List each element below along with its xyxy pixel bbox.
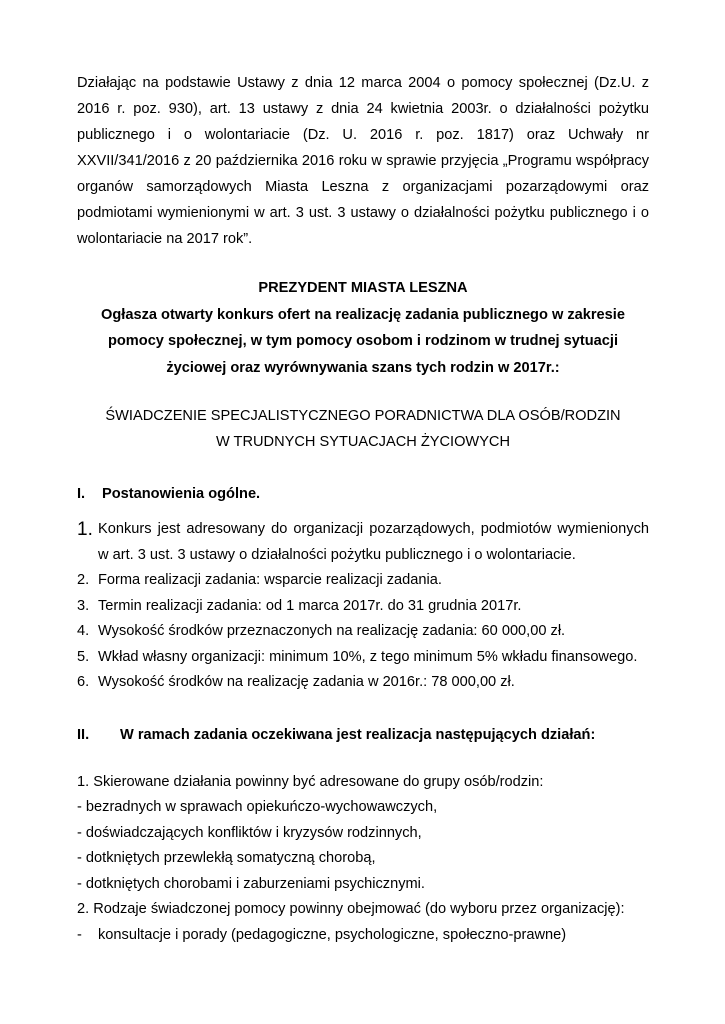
intro-line: podmiotami wymienionymi w art. 3 ust. 3 ustawy o działalności pożytku publicznego i o bbox=[77, 205, 649, 221]
intro-line: 2016 r. poz. 930), art. 13 ustawy z dnia 24 kwietnia 2003r. o działalności pożytku bbox=[77, 101, 649, 117]
dash-marker: - bbox=[77, 927, 82, 944]
intro-line: Działając na podstawie Ustawy z dnia 12 marca 2004 o pomocy społecznej (Dz.U. z bbox=[77, 75, 649, 91]
item-text: Wysokość środków na realizację zadania w 2016r.: 78 000,00 zł. bbox=[98, 674, 515, 690]
announcement-line: pomocy społecznej, w tym pomocy osobom i rodzinom w trudnej sytuacji bbox=[107, 333, 619, 349]
document-page bbox=[77, 70, 649, 949]
list-item bbox=[77, 568, 649, 594]
item-text: Wysokość środków przeznaczonych na realizację zadania: 60 000,00 zł. bbox=[98, 623, 566, 639]
list-item bbox=[77, 619, 649, 645]
section-1-heading bbox=[77, 481, 649, 507]
dash-list-item bbox=[77, 923, 649, 949]
intro-line: organów samorządowych Miasta Leszna z organizacjami pozarządowymi oraz bbox=[77, 179, 649, 195]
item-text: Termin realizacji zadania: od 1 marca 2017r. do 31 grudnia 2017r. bbox=[98, 597, 522, 614]
item-text: Konkurs jest adresowany do organizacji pozarządowych, podmiotów wymienionych bbox=[98, 521, 649, 537]
item-number: 6. bbox=[77, 674, 90, 690]
list-item bbox=[77, 517, 649, 568]
body-line: - doświadczających konfliktów i kryzysów rodzinnych, bbox=[77, 824, 422, 841]
intro-line: XXVII/341/2016 z 20 października 2016 roku w sprawie przyjęcia „Programu współpracy bbox=[77, 153, 649, 169]
item-number: 1. bbox=[77, 519, 93, 540]
section-number: II. bbox=[77, 726, 90, 743]
announcement-heading bbox=[77, 275, 649, 381]
intro-line: wolontariacie na 2017 rok”. bbox=[77, 231, 253, 247]
section-title: Postanowienia ogólne. bbox=[102, 486, 261, 502]
announcement-line: życiowej oraz wyrównywania szans tych rodzin w 2017r.: bbox=[166, 359, 560, 376]
subtitle-line: ŚWIADCZENIE SPECJALISTYCZNEGO PORADNICTWA DLA OSÓB/RODZIN bbox=[105, 408, 621, 424]
body-line: 1. Skierowane działania powinny być adresowane do grupy osób/rodzin: bbox=[77, 773, 544, 790]
item-text: Forma realizacji zadania: wsparcie realizacji zadania. bbox=[98, 572, 442, 588]
list-item bbox=[77, 645, 649, 671]
body-line: - bezradnych w sprawach opiekuńczo-wychowawczych, bbox=[77, 799, 438, 816]
intro-line: publicznego i o wolontariacie (Dz. U. 2016 r. poz. 1817) oraz Uchwały nr bbox=[77, 127, 649, 143]
announcement-line: PREZYDENT MIASTA LESZNA bbox=[258, 280, 468, 296]
section-2-heading bbox=[77, 722, 649, 748]
body-line: 2. Rodzaje świadczonej pomocy powinny obejmować (do wyboru przez organizację): bbox=[77, 901, 625, 918]
section-number: I. bbox=[77, 486, 86, 502]
item-number: 4. bbox=[77, 623, 90, 639]
item-text: w art. 3 ust. 3 ustawy o działalności pożytku publicznego i o wolontariacie. bbox=[98, 546, 576, 563]
intro-paragraph bbox=[77, 70, 649, 252]
dash-item-text: konsultacje i porady (pedagogiczne, psychologiczne, społeczno-prawne) bbox=[98, 927, 567, 944]
body-line: - dotkniętych przewlekłą somatyczną chorobą, bbox=[77, 850, 376, 867]
announcement-line: Ogłasza otwarty konkurs ofert na realizację zadania publicznego w zakresie bbox=[101, 306, 625, 323]
section-title: W ramach zadania oczekiwana jest realizacja następujących działań: bbox=[120, 726, 596, 743]
item-number: 3. bbox=[77, 597, 90, 614]
body-line: - dotkniętych chorobami i zaburzeniami psychicznymi. bbox=[77, 875, 425, 892]
section-2-body bbox=[77, 770, 649, 949]
list-item bbox=[77, 594, 649, 620]
item-text: Wkład własny organizacji: minimum 10%, z tego minimum 5% wkładu finansowego. bbox=[98, 648, 638, 665]
subtitle-line: W TRUDNYCH SYTUACJACH ŻYCIOWYCH bbox=[215, 434, 511, 450]
item-number: 2. bbox=[77, 572, 90, 588]
task-subtitle bbox=[77, 403, 649, 455]
list-item bbox=[77, 670, 649, 696]
section-1-list bbox=[77, 517, 649, 696]
item-number: 5. bbox=[77, 648, 90, 665]
